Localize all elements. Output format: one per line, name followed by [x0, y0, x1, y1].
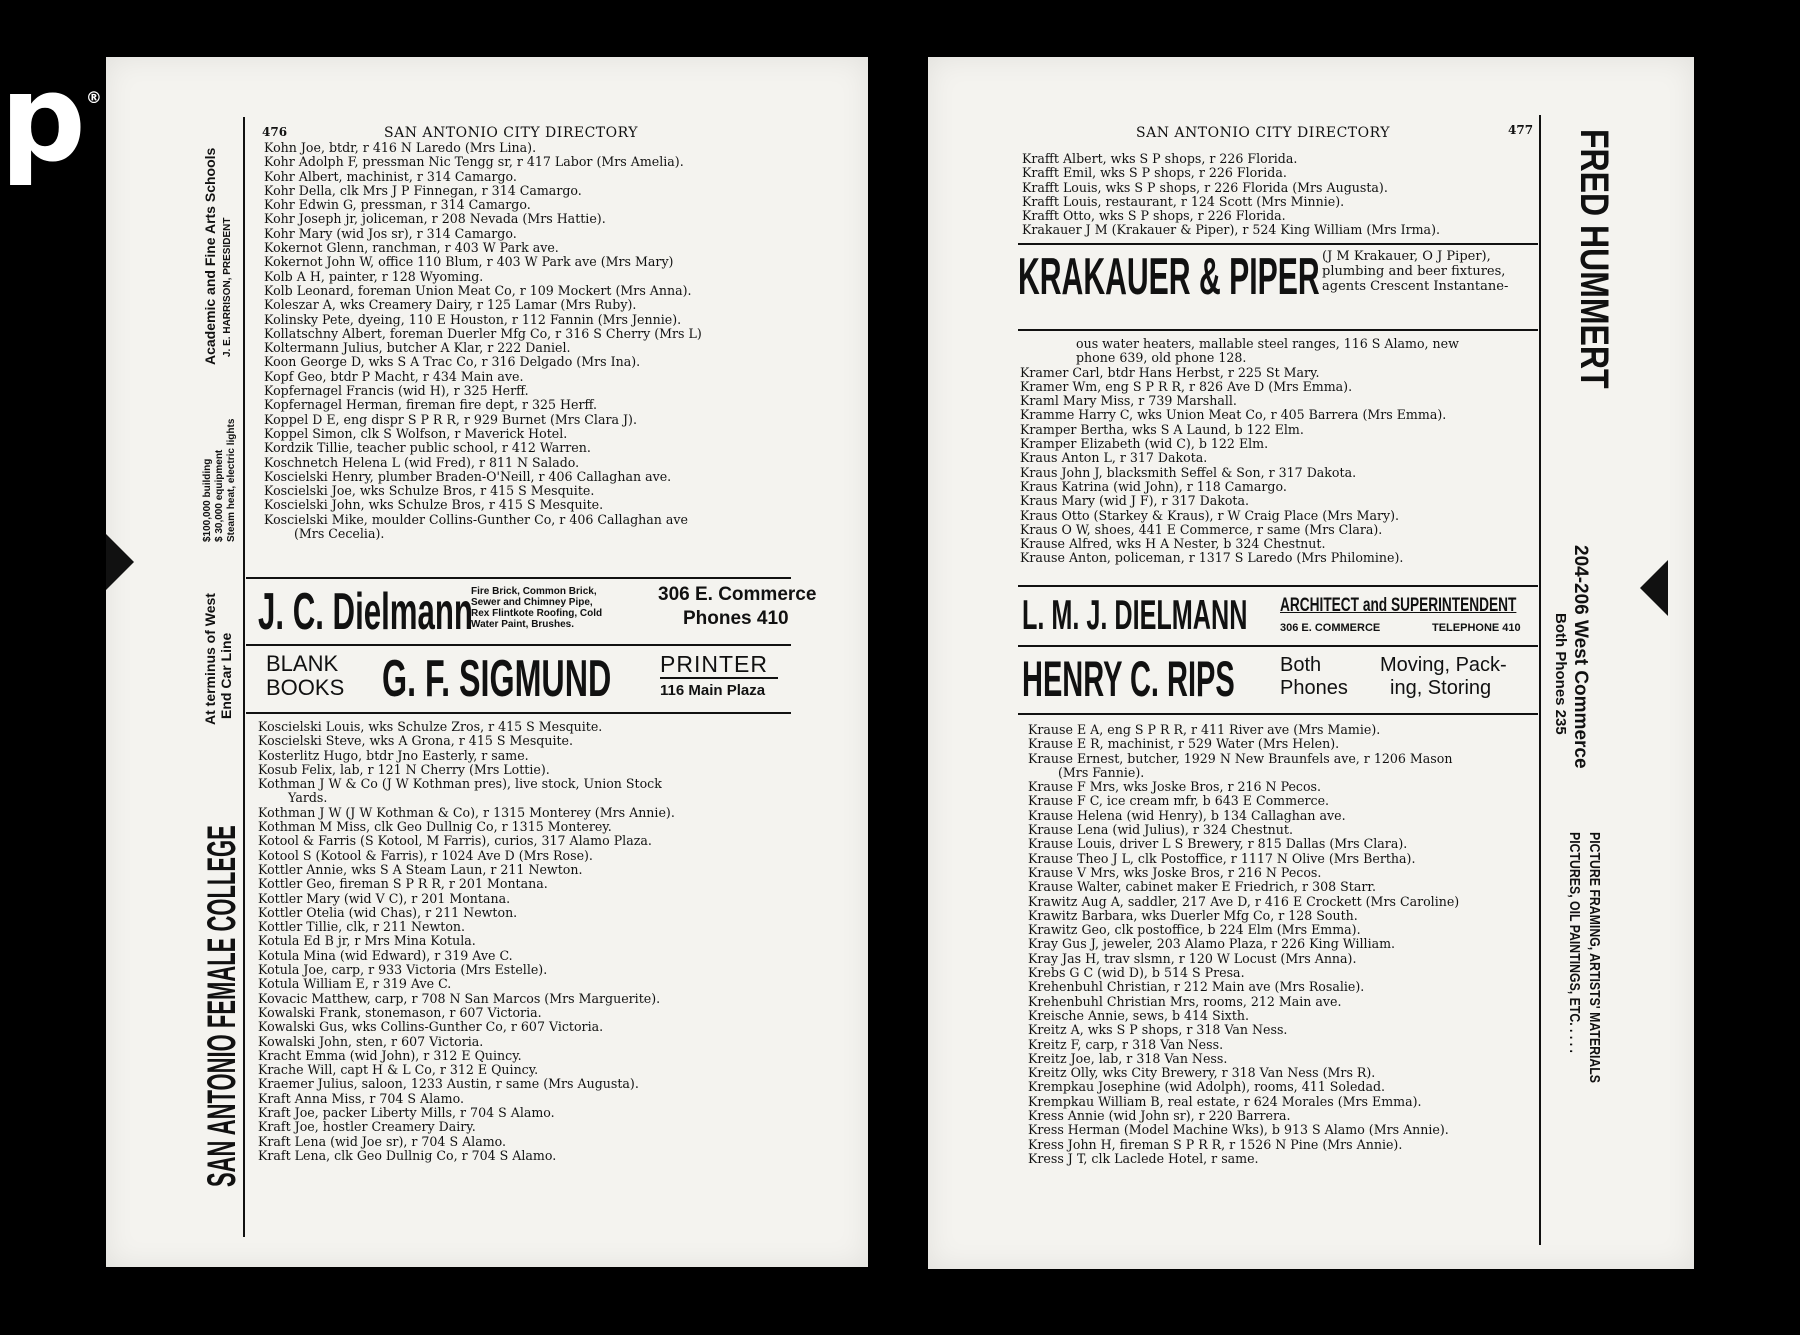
hummert-goods-1: PICTURE FRAMING, ARTISTS' MATERIALS	[1586, 832, 1603, 1083]
left-page	[106, 57, 868, 1267]
list-item: Krause Lena (wid Julius), r 324 Chestnut.	[1028, 822, 1293, 838]
sigmund-printer: PRINTER	[660, 651, 768, 677]
list-item: Kray Jas H, trav slsmn, r 120 W Locust (Mrs Anna).	[1028, 950, 1357, 966]
list-item: Kraft Joe, packer Liberty Mills, r 704 S Alamo.	[258, 1105, 555, 1121]
list-item: Kraus O W, shoes, 441 E Commerce, r same (Mrs Clara).	[1020, 521, 1383, 537]
list-item: Kramper Elizabeth (wid C), b 122 Elm.	[1020, 436, 1269, 452]
ad-rule	[1018, 329, 1538, 331]
list-item: Kray Gus J, jeweler, 203 Alamo Plaza, r 226 King William.	[1028, 936, 1396, 952]
krakauer-name: KRAKAUER & PIPER	[1018, 248, 1320, 306]
list-item: Kottler Geo, fireman S P R R, r 201 Montana.	[258, 876, 548, 892]
page-number: 477	[1508, 123, 1534, 137]
list-item: Kotool S (Kotool & Farris), r 1024 Ave D (Mrs Rose).	[258, 847, 593, 863]
list-item: Kraml Mary Miss, r 739 Marshall.	[1020, 393, 1237, 409]
list-item: Krache Will, capt H & L Co, r 312 E Quincy.	[258, 1062, 539, 1078]
ad-rule	[246, 577, 791, 579]
list-item: Kohr Adolph F, pressman Nic Tengg sr, r 417 Labor (Mrs Amelia).	[264, 154, 684, 170]
list-item: Kress Herman (Model Machine Wks), b 913 S Alamo (Mrs Annie).	[1028, 1122, 1449, 1138]
directory-list-bottom	[258, 720, 675, 1163]
ad-rule	[1018, 713, 1538, 715]
list-item: Krause Anton, policeman, r 1317 S Laredo (Mrs Philomine).	[1020, 550, 1404, 566]
ad-rule	[1018, 585, 1538, 587]
krakauer-ad	[1018, 247, 1538, 313]
dielmann-ad	[258, 580, 817, 642]
college-location-1: At terminus of West	[202, 593, 218, 725]
hummert-address: 204-206 West Commerce	[1570, 545, 1591, 769]
hummert-name: FRED HUMMERT	[1572, 129, 1616, 389]
list-item: Kraus John J, blacksmith Seffel & Son, r 317 Dakota.	[1020, 464, 1357, 480]
list-item: Koscielski Joe, wks Schulze Bros, r 415 S Mesquite.	[264, 483, 595, 499]
list-item: Kohn Joe, btdr, r 416 N Laredo (Mrs Lina).	[264, 140, 537, 155]
list-item: Kolb A H, painter, r 128 Wyoming.	[264, 268, 484, 284]
list-item: Kowalski Gus, wks Collins-Gunther Co, r 607 Victoria.	[258, 1019, 604, 1035]
list-item: Krause Theo J L, clk Postoffice, r 1117 N Olive (Mrs Bertha).	[1028, 850, 1416, 866]
list-item: Kohr Della, clk Mrs J P Finnegan, r 314 Camargo.	[264, 182, 582, 198]
list-item: Kopf Geo, btdr P Macht, r 434 Main ave.	[264, 368, 524, 384]
hummert-phones: Both Phones 235	[1552, 613, 1569, 735]
list-item: Koscielski Henry, plumber Braden-O'Neill, r 406 Callaghan ave.	[264, 468, 672, 484]
list-item: Koltermann Julius, butcher A Klar, r 222 Daniel.	[264, 340, 571, 356]
list-item: Kothman J W (J W Kothman & Co), r 1315 Monterey (Mrs Annie).	[258, 804, 675, 820]
list-item: Krause F C, ice cream mfr, b 643 E Commerce.	[1028, 793, 1330, 809]
college-stats-3: Steam heat, electric lights	[226, 418, 237, 542]
list-item: Kohr Edwin G, pressman, r 314 Camargo.	[264, 197, 531, 213]
college-stats-2: $ 30,000 equipment	[214, 449, 225, 542]
list-item: Krause Ernest, butcher, 1929 N New Braunfels ave, r 1206 Mason	[1028, 750, 1453, 766]
list-item: Kramer Wm, eng S P R R, r 826 Ave D (Mrs Emma).	[1020, 378, 1353, 394]
list-item: Kokernot Glenn, ranchman, r 403 W Park ave.	[264, 240, 559, 256]
list-item: Koscielski Louis, wks Schulze Zros, r 415 S Mesquite.	[258, 719, 603, 734]
list-item: Krawitz Geo, clk postoffice, b 224 Elm (Mrs Emma).	[1028, 922, 1361, 938]
running-head: SAN ANTONIO CITY DIRECTORY	[1136, 125, 1390, 141]
list-item: Krafft Louis, restaurant, r 124 Scott (Mrs Minnie).	[1022, 193, 1345, 209]
rips-moving: Moving, Pack-	[1380, 654, 1507, 676]
list-item: Kopfernagel Francis (wid H), r 325 Herff.	[264, 383, 529, 399]
sigmund-ad	[258, 649, 798, 709]
sigmund-name: G. F. SIGMUND	[382, 650, 612, 708]
list-item: Kreische Annie, sews, b 414 Sixth.	[1028, 1007, 1249, 1023]
list-item: Kraus Anton L, r 317 Dakota.	[1020, 450, 1208, 466]
list-item: Kramme Harry C, wks Union Meat Co, r 405 Barrera (Mrs Emma).	[1020, 407, 1447, 423]
lmj-phone: TELEPHONE 410	[1432, 622, 1521, 634]
list-item: Koscielski John, wks Schulze Bros, r 415 S Mesquite.	[264, 497, 604, 513]
list-item: (Mrs Fannie).	[1058, 764, 1145, 780]
page-clip-mark	[1640, 560, 1668, 616]
list-item: Kramer Carl, btdr Hans Herbst, r 225 St Mary.	[1020, 364, 1320, 380]
directory-list-top	[1022, 152, 1440, 238]
list-item: Kreitz F, carp, r 318 Van Ness.	[1028, 1036, 1224, 1052]
list-item: Kohr Mary (wid Jos sr), r 314 Camargo.	[264, 225, 517, 241]
list-item: Kothman J W & Co (J W Kothman pres), live stock, Union Stock	[258, 776, 662, 792]
list-item: Koscielski Mike, moulder Collins-Gunther Co, r 406 Callaghan ave	[264, 511, 688, 527]
list-item: Kottler Tillie, clk, r 211 Newton.	[258, 919, 466, 935]
list-item: Kowalski John, sten, r 607 Victoria.	[258, 1033, 484, 1049]
list-item: Krehenbuhl Christian, r 212 Main ave (Mrs Rosalie).	[1028, 979, 1365, 995]
list-item: Kosterlitz Hugo, btdr Jno Easterly, r same.	[258, 747, 529, 763]
list-item: Krause V Mrs, wks Joske Bros, r 216 N Pecos.	[1028, 864, 1322, 880]
list-item: Kotula Ed B jr, r Mrs Mina Kotula.	[258, 933, 476, 949]
list-item: Koscielski Steve, wks A Grona, r 415 S Mesquite.	[258, 733, 574, 749]
ad-rule	[246, 712, 791, 714]
list-item: Krause Alfred, wks H A Nester, b 324 Chestnut.	[1020, 536, 1326, 552]
list-item: Kokernot John W, office 110 Blum, r 403 W Park ave (Mrs Mary)	[264, 254, 674, 270]
list-item: Kohr Joseph jr, joliceman, r 208 Nevada (Mrs Hattie).	[264, 211, 606, 227]
list-item: Kraus Katrina (wid John), r 118 Camargo.	[1020, 478, 1287, 494]
list-item: Kotula Mina (wid Edward), r 319 Ave C.	[258, 947, 513, 963]
list-item: Koppel D E, eng dispr S P R R, r 929 Burnet (Mrs Clara J).	[264, 411, 637, 427]
dielmann-phones: Phones 410	[683, 608, 789, 629]
ad-rule	[1018, 645, 1538, 647]
list-item: Krawitz Aug A, saddler, 217 Ave D, r 416 E Crockett (Mrs Caroline)	[1028, 893, 1460, 909]
dielmann-products: Fire Brick, Common Brick, Sewer and Chimney Pipe, Rex Flintkote Roofing, Cold Water Paint, Brushes.	[471, 586, 603, 630]
list-item: (Mrs Cecelia).	[294, 526, 385, 542]
list-item: Krakauer J M (Krakauer & Piper), r 524 King William (Mrs Irma).	[1022, 222, 1440, 238]
list-item: Krafft Otto, wks S P shops, r 226 Florida.	[1022, 208, 1286, 224]
list-item: Kramper Bertha, wks S A Laund, b 122 Elm.	[1020, 421, 1304, 437]
running-head: SAN ANTONIO CITY DIRECTORY	[384, 125, 638, 141]
rips-name: HENRY C. RIPS	[1022, 651, 1235, 707]
list-item: Koon George D, wks S A Trac Co, r 316 Delgado (Mrs Ina).	[264, 354, 641, 370]
right-page	[928, 57, 1694, 1269]
ad-rule	[246, 644, 791, 646]
list-item: Kotula Joe, carp, r 933 Victoria (Mrs Estelle).	[258, 962, 548, 978]
college-president: J. E. HARRISON, PRESIDENT	[222, 217, 233, 357]
list-item: Kottler Mary (wid V C), r 201 Montana.	[258, 890, 511, 906]
list-item: Kreitz Olly, wks City Brewery, r 318 Van Ness (Mrs R).	[1028, 1065, 1376, 1081]
krakauer-details: (J M Krakauer, O J Piper), plumbing and beer fixtures, agents Crescent Instantane-	[1322, 249, 1509, 294]
list-item: Kotula William E, r 319 Ave C.	[258, 976, 452, 992]
lmj-dielmann-ad	[1022, 590, 1538, 640]
list-item: phone 639, old phone 128.	[1076, 350, 1247, 366]
list-item: Kowalski Frank, stonemason, r 607 Victoria.	[258, 1004, 542, 1020]
list-item: Koleszar A, wks Creamery Dairy, r 125 Lamar (Mrs Ruby).	[264, 297, 637, 313]
list-item: Kottler Annie, wks S A Steam Laun, r 211 Newton.	[258, 861, 583, 877]
hummert-goods-2: PICTURES, OIL PAINTINGS, ETC. . . . .	[1566, 832, 1583, 1053]
lmj-title: ARCHITECT and SUPERINTENDENT	[1280, 595, 1517, 616]
list-item: Kraemer Julius, saloon, 1233 Austin, r same (Mrs Augusta).	[258, 1076, 639, 1092]
sigmund-address: 116 Main Plaza	[660, 682, 766, 699]
sigmund-blank: BLANK	[266, 651, 339, 676]
list-item: Krafft Emil, wks S P shops, r 226 Florida.	[1022, 165, 1287, 181]
directory-list-top	[264, 141, 702, 541]
list-item: Kordzik Tillie, teacher public school, r 412 Warren.	[264, 440, 591, 456]
lmj-address: 306 E. COMMERCE	[1280, 622, 1381, 634]
sigmund-books: BOOKS	[266, 675, 345, 700]
list-item: Krafft Albert, wks S P shops, r 226 Florida.	[1022, 151, 1298, 166]
list-item: Krause E R, machinist, r 529 Water (Mrs Helen).	[1028, 736, 1340, 752]
list-item: Kraft Lena (wid Joe sr), r 704 S Alamo.	[258, 1133, 507, 1149]
list-item: Krafft Louis, wks S P shops, r 226 Florida (Mrs Augusta).	[1022, 179, 1388, 195]
list-item: Kraus Mary (wid J F), r 317 Dakota.	[1020, 493, 1250, 509]
rips-storing: ing, Storing	[1390, 677, 1492, 699]
dielmann-address: 306 E. Commerce	[658, 584, 817, 605]
list-item: Kraus Otto (Starkey & Kraus), r W Craig Place (Mrs Mary).	[1020, 507, 1400, 523]
page-clip-mark	[106, 534, 134, 590]
list-item: Krawitz Barbara, wks Duerler Mfg Co, r 128 South.	[1028, 907, 1358, 923]
list-item: Yards.	[288, 790, 328, 806]
directory-list-bottom	[1028, 723, 1459, 1166]
list-item: Kollatschny Albert, foreman Duerler Mfg Co, r 316 S Cherry (Mrs L)	[264, 325, 702, 341]
college-schools: Academic and Fine Arts Schools	[202, 147, 218, 365]
list-item: Krause F Mrs, wks Joske Bros, r 216 N Pecos.	[1028, 779, 1322, 795]
college-location-2: End Car Line	[218, 632, 234, 719]
lmj-name: L. M. J. DIELMANN	[1022, 591, 1248, 638]
list-item: Krause Helena (wid Henry), b 134 Callaghan ave.	[1028, 807, 1346, 823]
list-item: Koschnetch Helena L (wid Fred), r 811 N Salado.	[264, 454, 580, 470]
list-item: Kreitz Joe, lab, r 318 Van Ness.	[1028, 1050, 1228, 1066]
list-item: Kothman M Miss, clk Geo Dullnig Co, r 1315 Monterey.	[258, 819, 612, 835]
side-divider	[1539, 115, 1541, 1245]
list-item: Kraft Anna Miss, r 704 S Alamo.	[258, 1090, 464, 1106]
list-item: Krempkau Josephine (wid Adolph), rooms, 411 Soledad.	[1028, 1079, 1386, 1095]
list-item: ous water heaters, mallable steel ranges, 116 S Alamo, new	[1076, 336, 1459, 351]
list-item: Kohr Albert, machinist, r 314 Camargo.	[264, 168, 517, 184]
list-item: Kovacic Matthew, carp, r 708 N San Marcos (Mrs Marguerite).	[258, 990, 661, 1006]
list-item: Kosub Felix, lab, r 121 N Cherry (Mrs Lottie).	[258, 761, 550, 777]
ad-rule	[1018, 243, 1538, 245]
list-item: Kolinsky Pete, dyeing, 110 E Houston, r 112 Fannin (Mrs Jennie).	[264, 311, 682, 327]
list-item: Kottler Otelia (wid Chas), r 211 Newton.	[258, 904, 518, 920]
rips-phones: Phones	[1280, 677, 1348, 699]
list-item: Krebs G C (wid D), b 514 S Presa.	[1028, 965, 1245, 981]
ad-rule	[660, 677, 778, 679]
college-name: SAN ANTONIO FEMALE COLLEGE	[200, 825, 244, 1187]
list-item: Krause Louis, driver L S Brewery, r 815 Dallas (Mrs Clara).	[1028, 836, 1408, 852]
list-item: Kress J T, clk Laclede Hotel, r same.	[1028, 1150, 1259, 1166]
dielmann-name: J. C. Dielmann	[258, 583, 473, 641]
directory-list-mid	[1020, 337, 1459, 566]
list-item: Kress John H, fireman S P R R, r 1526 N Pine (Mrs Annie).	[1028, 1136, 1403, 1152]
list-item: Kreitz A, wks S P shops, r 318 Van Ness.	[1028, 1022, 1288, 1038]
college-stats-1: $100,000 building	[202, 458, 213, 542]
list-item: Kracht Emma (wid John), r 312 E Quincy.	[258, 1047, 522, 1063]
list-item: Kress Annie (wid John sr), r 220 Barrera.	[1028, 1108, 1291, 1124]
logo-fragment: p®	[0, 50, 102, 189]
list-item: Kotool & Farris (S Kotool, M Farris), curios, 317 Alamo Plaza.	[258, 833, 652, 849]
list-item: Kraft Joe, hostler Creamery Dairy.	[258, 1119, 476, 1135]
list-item: Krempkau William B, real estate, r 624 Morales (Mrs Emma).	[1028, 1093, 1422, 1109]
list-item: Kopfernagel Herman, fireman fire dept, r 325 Herff.	[264, 397, 598, 413]
list-item: Krause E A, eng S P R R, r 411 River ave (Mrs Mamie).	[1028, 722, 1381, 737]
list-item: Krause Walter, cabinet maker E Friedrich, r 308 Starr.	[1028, 879, 1376, 895]
list-item: Kraft Lena, clk Geo Dullnig Co, r 704 S Alamo.	[258, 1147, 557, 1163]
list-item: Krehenbuhl Christian Mrs, rooms, 212 Main ave.	[1028, 993, 1342, 1009]
list-item: Koppel Simon, clk S Wolfson, r Maverick Hotel.	[264, 425, 568, 441]
list-item: Kolb Leonard, foreman Union Meat Co, r 109 Mockert (Mrs Anna).	[264, 282, 692, 298]
page-number: 476	[262, 125, 288, 139]
rips-ad	[1022, 650, 1538, 708]
rips-both: Both	[1280, 654, 1322, 676]
